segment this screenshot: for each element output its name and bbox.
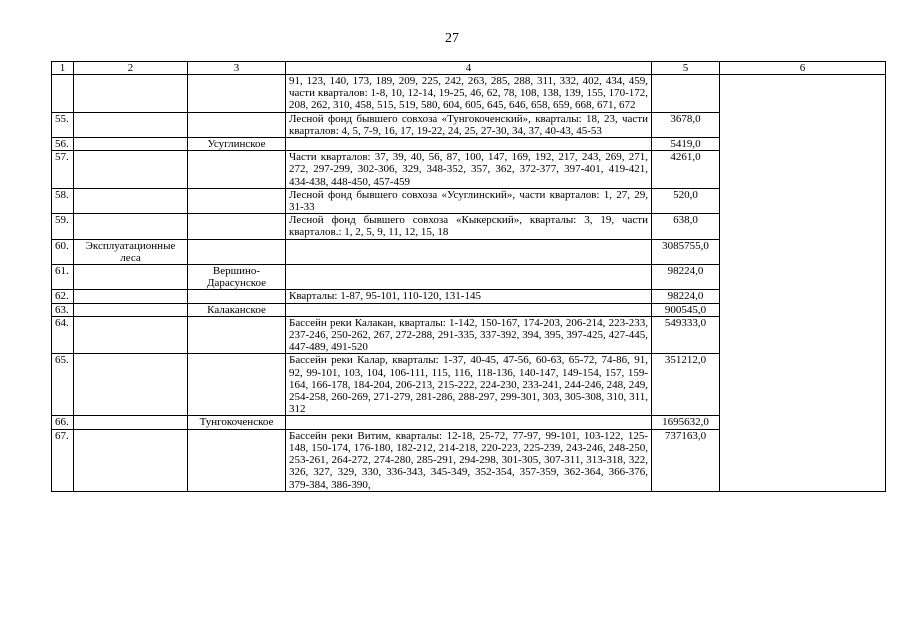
forest-category [74,112,188,137]
area-value: 5419,0 [652,138,720,151]
table-row [52,75,886,113]
district-forestry [188,188,286,213]
area-value: 4261,0 [652,151,720,189]
area-value: 1695632,0 [652,416,720,429]
quarters-description [286,416,652,429]
area-value [652,75,720,113]
district-forestry [188,354,286,416]
district-forestry: Вершино-Дарасунское [188,265,286,290]
district-forestry [188,112,286,137]
area-value: 351212,0 [652,354,720,416]
area-value: 3085755,0 [652,239,720,264]
district-forestry [188,75,286,113]
quarters-description: Бассейн реки Витим, кварталы: 12-18, 25-72, 77-97, 99-101, 103-122, 125-148, 150-174, 176-180, 182-212, 214-218, 220-223, 225-239, 243-246, 248-250, 253-261, 264-272, 274-280, 285-291, 294-298, 301-305, 307-311, 313-318, 322, 326, 327, 329, 330, 336-343, 345-349, 352-354, 357-359, 362-364, 366-376, 379-384, 386-390, [286,429,652,491]
row-number [52,75,74,113]
forest-category: Эксплуатационные леса [74,239,188,264]
district-forestry [188,151,286,189]
row-number: 67. [52,429,74,491]
row-number: 63. [52,303,74,316]
row-number: 59. [52,214,74,239]
forest-category [74,151,188,189]
quarters-description: 91, 123, 140, 173, 189, 209, 225, 242, 263, 285, 288, 311, 332, 402, 434, 459, части кварталов: 1-8, 10, 12-14, 19-25, 46, 62, 78, 108, 138, 139, 155, 170-172, 208, 262, 310, 458, 515, 519, 580, 604, 605, 645, 646, 658, 659, 668, 671, 672 [286,75,652,113]
district-forestry [188,290,286,303]
forest-category [74,354,188,416]
district-forestry [188,429,286,491]
forest-category [74,416,188,429]
quarters-description [286,138,652,151]
header-col-5: 5 [652,62,720,75]
row-number: 55. [52,112,74,137]
notes-column [720,75,886,492]
quarters-description: Кварталы: 1-87, 95-101, 110-120, 131-145 [286,290,652,303]
district-forestry: Усуглинское [188,138,286,151]
row-number: 60. [52,239,74,264]
area-value: 549333,0 [652,316,720,354]
row-number: 61. [52,265,74,290]
quarters-description [286,239,652,264]
area-value: 737163,0 [652,429,720,491]
quarters-description: Части кварталов: 37, 39, 40, 56, 87, 100, 147, 169, 192, 217, 243, 269, 271, 272, 297-299, 302-306, 329, 348-352, 357, 362, 372-377, 397-401, 419-421, 434-438, 448-450, 457-459 [286,151,652,189]
area-value: 900545,0 [652,303,720,316]
quarters-description: Лесной фонд бывшего совхоза «Кыкерский», кварталы: 3, 19, части кварталов.: 1, 2, 5, 9, 11, 12, 15, 18 [286,214,652,239]
row-number: 65. [52,354,74,416]
area-value: 638,0 [652,214,720,239]
quarters-description: Бассейн реки Калакан, кварталы: 1-142, 150-167, 174-203, 206-214, 223-233, 237-246, 250-262, 267, 272-288, 291-335, 337-392, 394, 395, 397-425, 427-445, 447-489, 491-520 [286,316,652,354]
forest-category [74,303,188,316]
area-value: 98224,0 [652,265,720,290]
header-col-6: 6 [720,62,886,75]
forest-category [74,290,188,303]
forest-category [74,75,188,113]
row-number: 66. [52,416,74,429]
header-col-4: 4 [286,62,652,75]
page-number: 27 [445,31,459,46]
quarters-description: Лесной фонд бывшего совхоза «Усуглинский», части кварталов: 1, 27, 29, 31-33 [286,188,652,213]
district-forestry: Тунгокоченское [188,416,286,429]
header-col-2: 2 [74,62,188,75]
forest-category [74,188,188,213]
row-number: 62. [52,290,74,303]
quarters-description [286,303,652,316]
row-number: 57. [52,151,74,189]
forest-category [74,429,188,491]
forest-table [51,61,886,492]
forest-category [74,138,188,151]
district-forestry [188,316,286,354]
header-col-1: 1 [52,62,74,75]
area-value: 520,0 [652,188,720,213]
row-number: 56. [52,138,74,151]
forest-category [74,265,188,290]
area-value: 98224,0 [652,290,720,303]
row-number: 64. [52,316,74,354]
area-value: 3678,0 [652,112,720,137]
district-forestry [188,239,286,264]
quarters-description [286,265,652,290]
forest-category [74,214,188,239]
quarters-description: Лесной фонд бывшего совхоза «Тунгокоченский», кварталы: 18, 23, части кварталов: 4, 5, 7-9, 16, 17, 19-22, 24, 25, 27-30, 34, 37, 40-43, 45-53 [286,112,652,137]
district-forestry [188,214,286,239]
quarters-description: Бассейн реки Калар, кварталы: 1-37, 40-45, 47-56, 60-63, 65-72, 74-86, 91, 92, 99-101, 103, 104, 106-111, 115, 116, 118-136, 140-147, 149-154, 157, 159-164, 166-178, 184-204, 206-213, 215-222, 224-230, 233-241, 244-246, 248, 249, 254-258, 260-269, 271-279, 281-286, 288-297, 299-301, 303, 305-308, 310, 311, 312 [286,354,652,416]
row-number: 58. [52,188,74,213]
forest-category [74,316,188,354]
district-forestry: Калаканское [188,303,286,316]
header-row [52,62,886,75]
header-col-3: 3 [188,62,286,75]
